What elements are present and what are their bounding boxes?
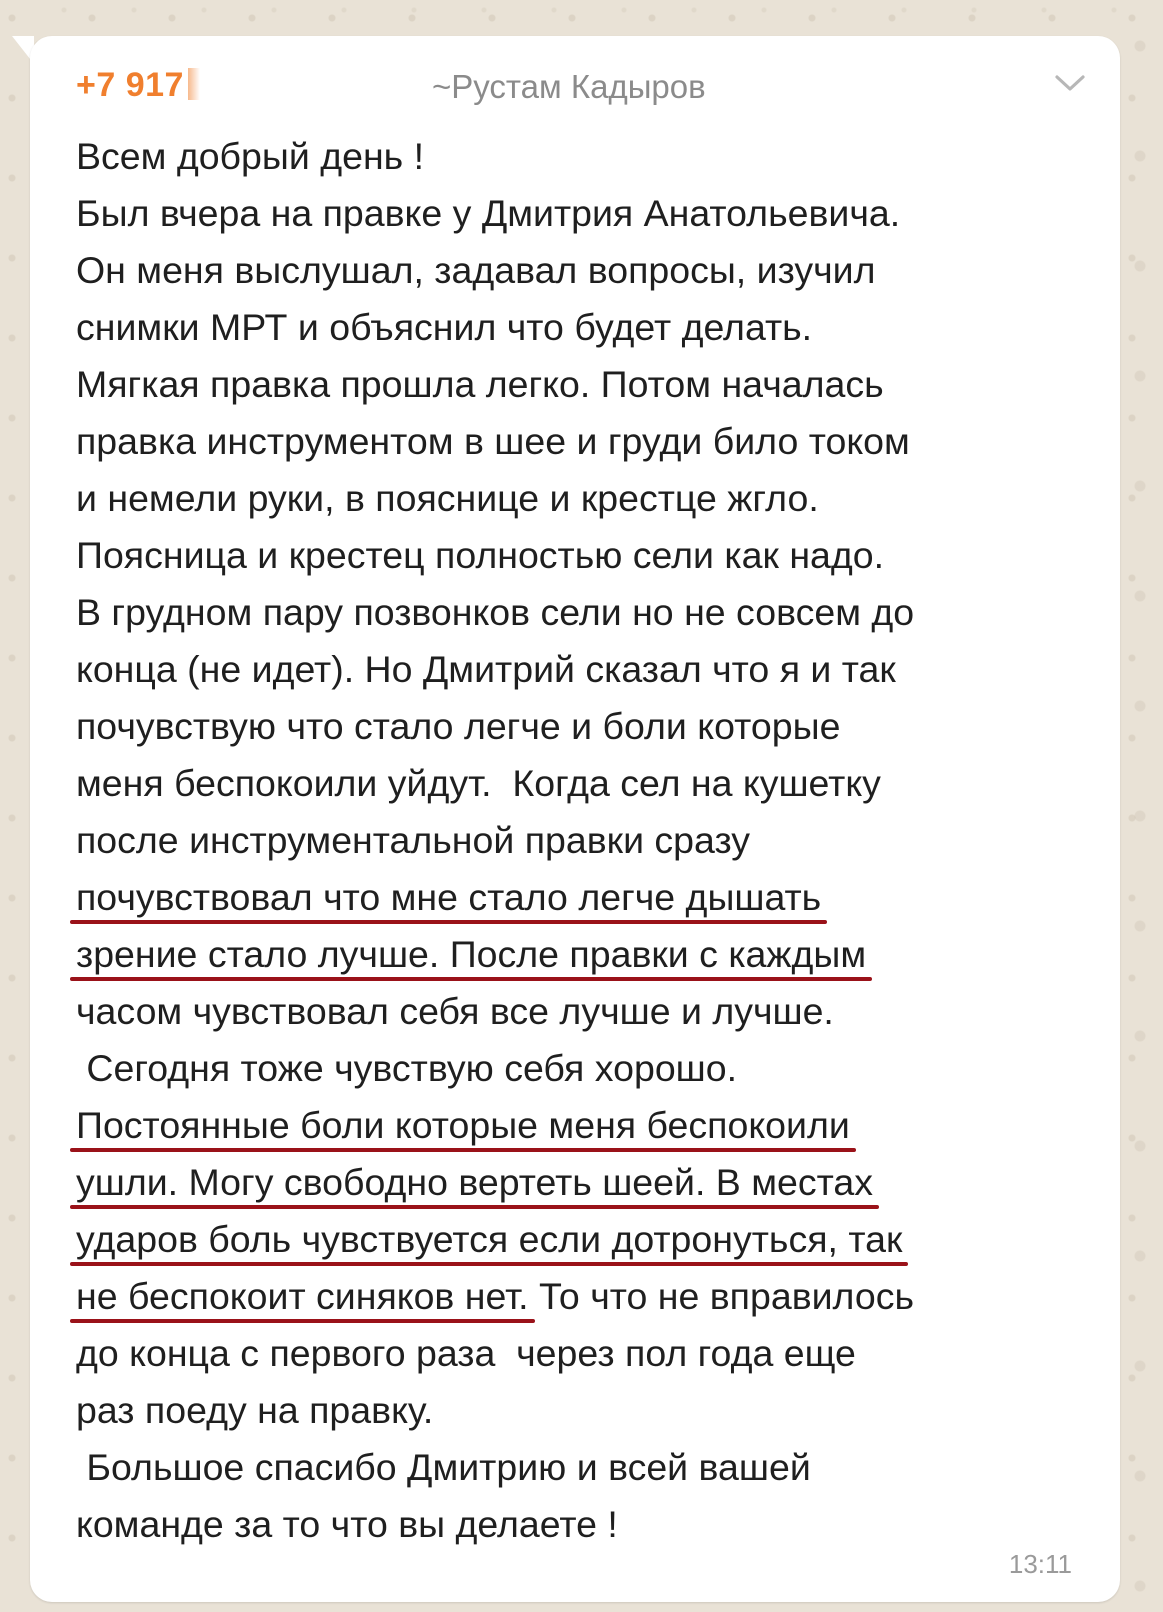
message-text-segment: правка инструментом в шее и груди било током	[76, 420, 910, 462]
message-line	[76, 527, 1096, 584]
sender-phone[interactable]: +7 917	[76, 66, 200, 105]
underlined-text-segment: не беспокоит синяков нет.	[76, 1268, 529, 1325]
phone-redaction	[188, 68, 200, 100]
message-text-segment: Всем добрый день !	[76, 135, 425, 177]
message-text	[76, 128, 1096, 1553]
message-line	[76, 698, 1096, 755]
message-header	[76, 66, 1090, 114]
message-text-segment: почувствую что стало легче и боли которые	[76, 705, 841, 747]
message-line	[76, 185, 1096, 242]
message-text-segment: снимки МРТ и объяснил что будет делать.	[76, 306, 813, 348]
message-bubble[interactable]	[30, 36, 1120, 1602]
message-line	[76, 983, 1096, 1040]
underlined-text-segment: ушли. Могу свободно вертеть шеей. В местах	[76, 1154, 873, 1211]
message-text-segment: Был вчера на правке у Дмитрия Анатольевича.	[76, 192, 901, 234]
underlined-text-segment: Постоянные боли которые меня беспокоили	[76, 1097, 850, 1154]
underlined-text-segment: зрение стало лучше. После правки с каждым	[76, 926, 866, 983]
message-line	[76, 1211, 1096, 1268]
message-line	[76, 1268, 1096, 1325]
message-text-segment: Поясница и крестец полностью сели как надо.	[76, 534, 885, 576]
message-text-segment: и немели руки, в пояснице и крестце жгло.	[76, 477, 819, 519]
message-line	[76, 356, 1096, 413]
message-line	[76, 1325, 1096, 1382]
message-text-segment: То что не вправилось	[528, 1275, 915, 1317]
message-line	[76, 641, 1096, 698]
message-text-segment: часом чувствовал себя все лучше и лучше.	[76, 990, 834, 1032]
message-text-segment: после инструментальной правки сразу	[76, 819, 750, 861]
message-text-segment: Мягкая правка прошла легко. Потом началась	[76, 363, 884, 405]
message-text-segment: В грудном пару позвонков сели но не совсем до	[76, 591, 915, 633]
message-timestamp: 13:11	[1008, 1549, 1072, 1579]
message-text-segment: команде за то что вы делаете !	[76, 1503, 618, 1545]
message-line	[76, 1097, 1096, 1154]
message-line	[76, 926, 1096, 983]
chevron-down-icon[interactable]	[1052, 68, 1088, 98]
message-line	[76, 1040, 1096, 1097]
underlined-text-segment: почувствовал что мне стало легче дышать	[76, 869, 821, 926]
message-line	[76, 299, 1096, 356]
message-line	[76, 1154, 1096, 1211]
message-text-segment: Большое спасибо Дмитрию и всей вашей	[76, 1446, 811, 1488]
message-line	[76, 1382, 1096, 1439]
message-line	[76, 1439, 1096, 1496]
underlined-text-segment: ударов боль чувствуется если дотронуться, так	[76, 1211, 902, 1268]
message-text-segment: меня беспокоили уйдут. Когда сел на кушетку	[76, 762, 881, 804]
message-line	[76, 869, 1096, 926]
message-text-segment: Сегодня тоже чувствую себя хорошо.	[76, 1047, 738, 1089]
message-line	[76, 1496, 1096, 1553]
message-line	[76, 812, 1096, 869]
message-text-segment: раз поеду на правку.	[76, 1389, 434, 1431]
message-text-segment: конца (не идет). Но Дмитрий сказал что я и так	[76, 648, 896, 690]
message-text-segment: до конца с первого раза через пол года еще	[76, 1332, 856, 1374]
sender-name[interactable]: ~Рустам Кадыров	[432, 68, 706, 105]
message-text-segment: Он меня выслушал, задавал вопросы, изучил	[76, 249, 876, 291]
message-line	[76, 470, 1096, 527]
message-line	[76, 755, 1096, 812]
message-line	[76, 413, 1096, 470]
message-line	[76, 584, 1096, 641]
message-line	[76, 128, 1096, 185]
message-line	[76, 242, 1096, 299]
